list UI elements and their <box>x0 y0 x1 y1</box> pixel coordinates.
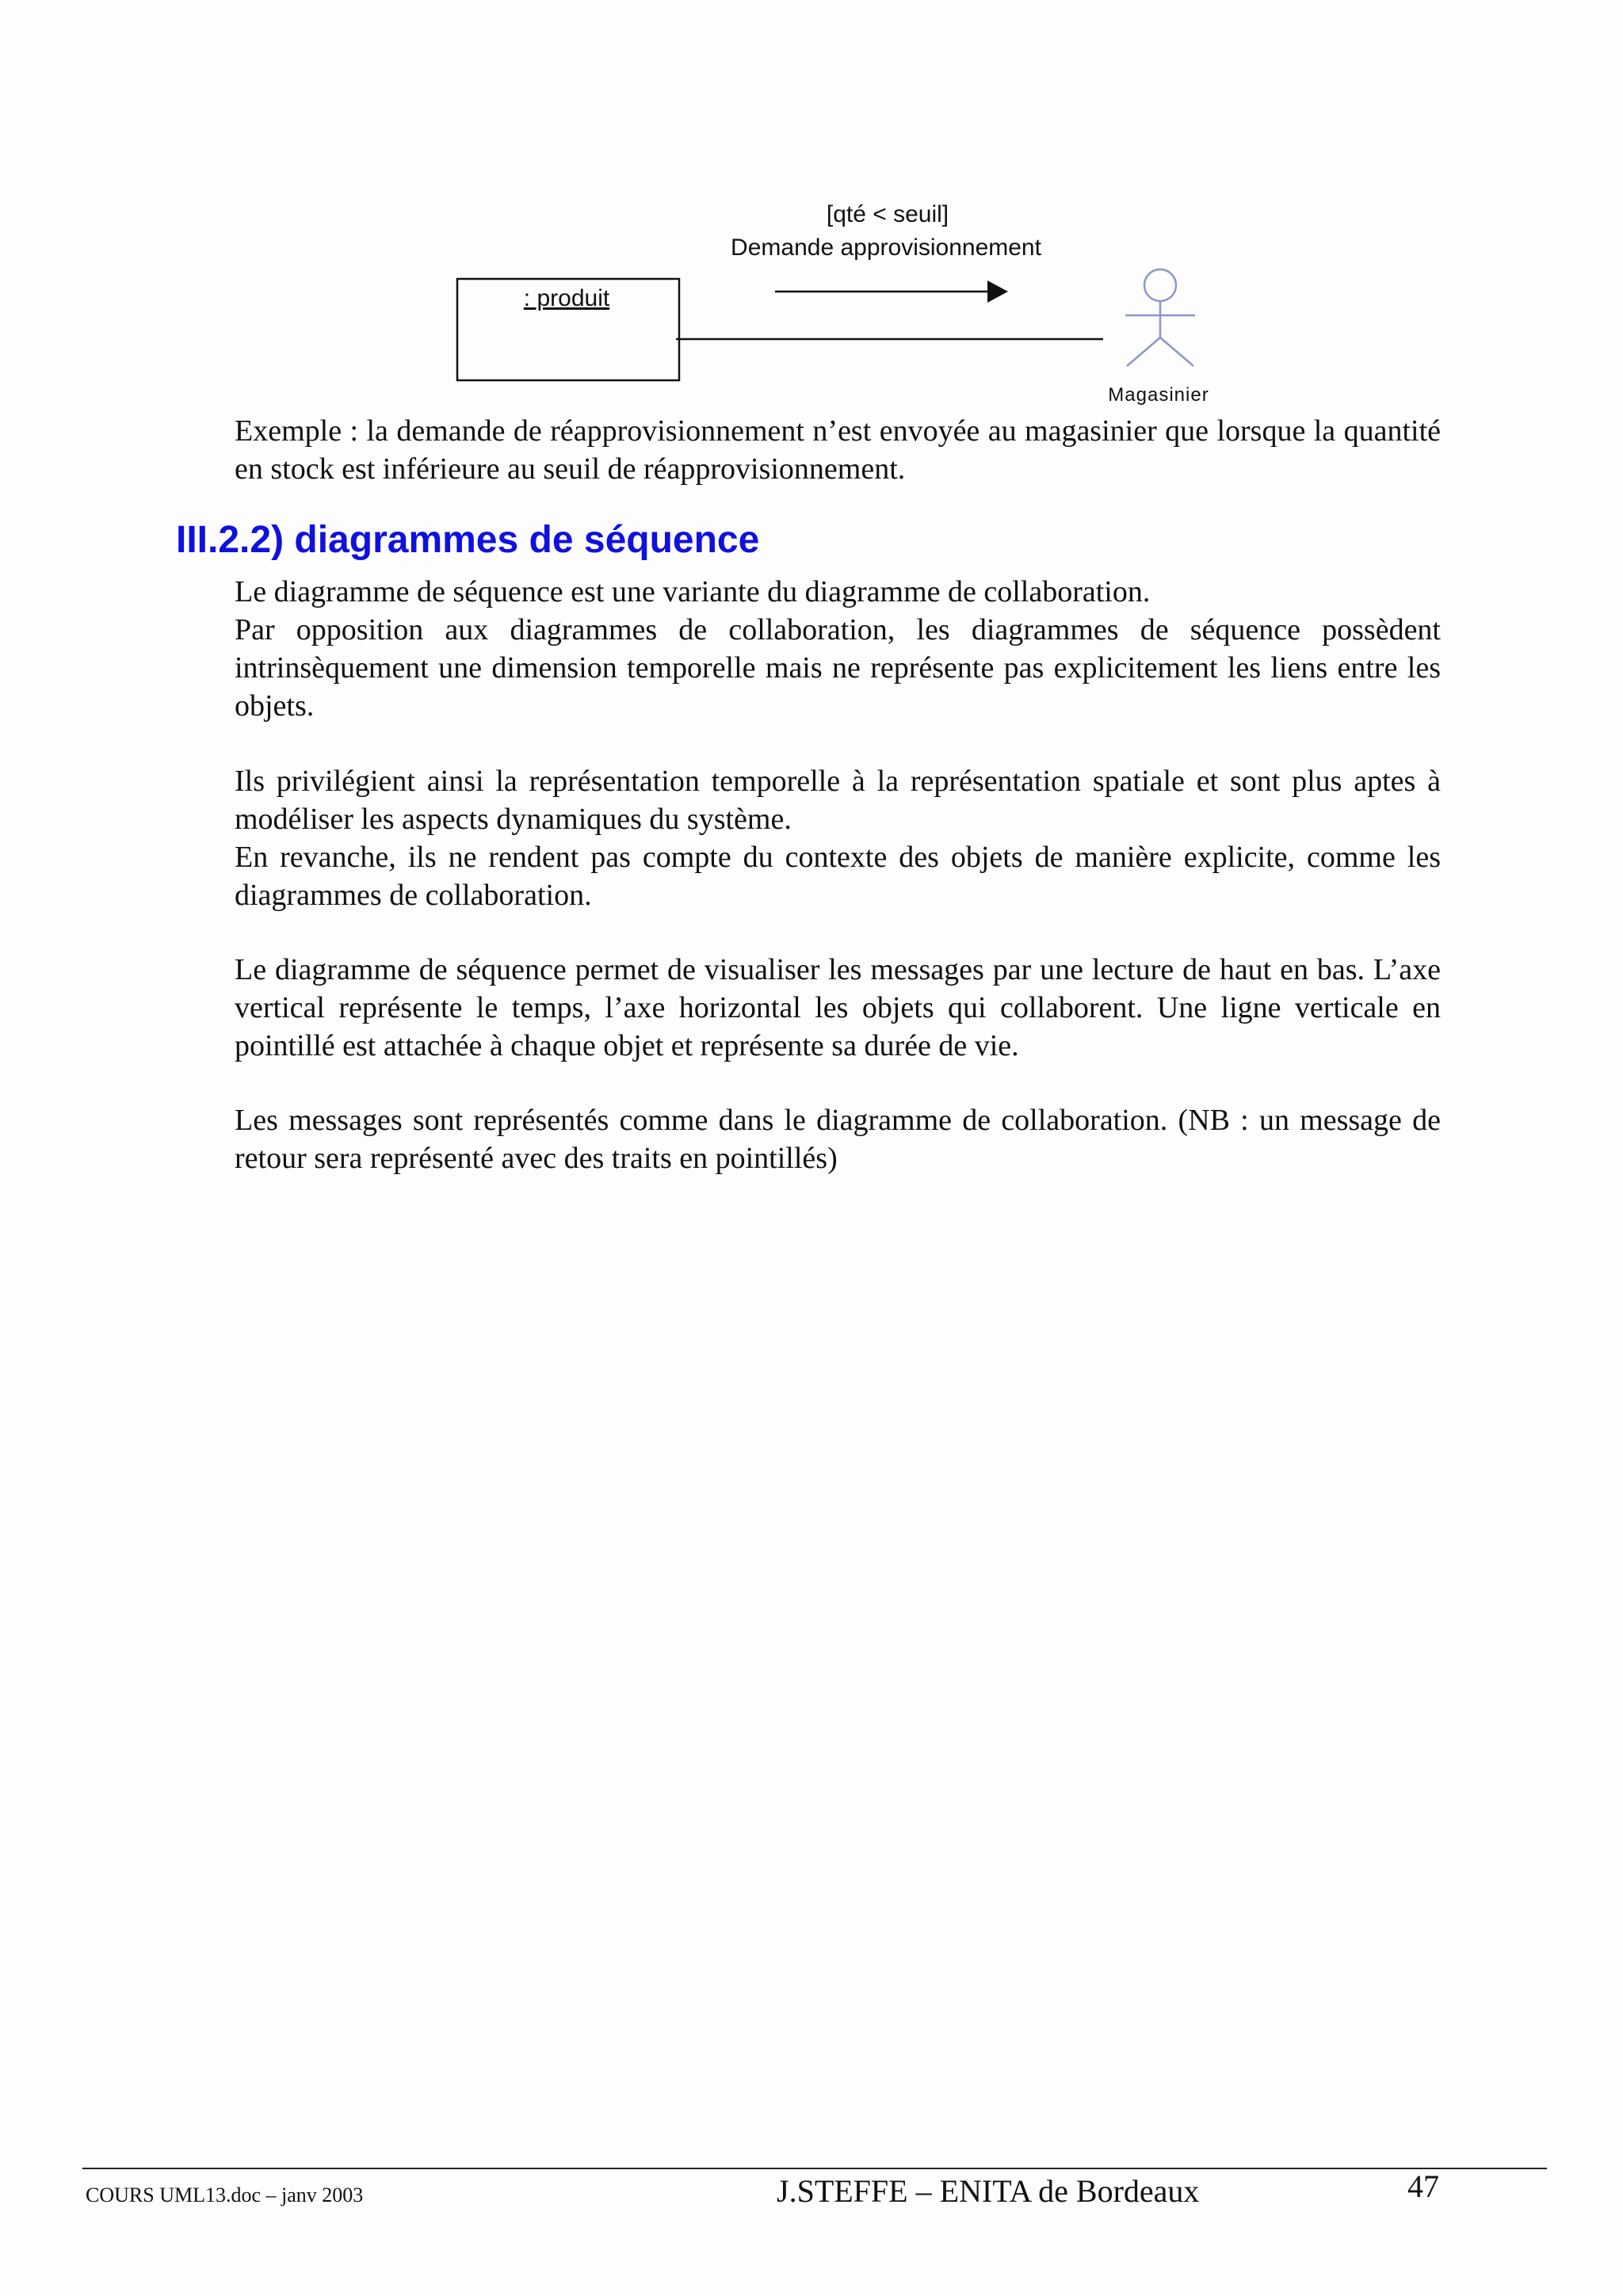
example-paragraph: Exemple : la demande de réapprovisionnement n’est envoyée au magasinier que lorsque la quantité en stock est inférieure au seuil de réapprovisionnement. <box>235 414 1441 486</box>
object-label: : produit <box>523 285 610 311</box>
section-title: III.2.2) diagrammes de séquence <box>176 519 760 561</box>
actor-magasinier-icon <box>1125 269 1195 366</box>
collaboration-diagram <box>0 0 1623 412</box>
footer-author: J.STEFFE – ENITA de Bordeaux <box>777 2173 1200 2209</box>
paragraph-1: Le diagramme de séquence est une variante du diagramme de collaboration. <box>235 575 1151 608</box>
paragraph-3: Ils privilégient ainsi la représentation temporelle à la représentation spatiale et sont plus aptes à modéliser les aspects dynamiques du système. <box>235 765 1441 836</box>
actor-label: Magasinier <box>1108 384 1209 406</box>
footer-document-info: COURS UML13.doc – janv 2003 <box>86 2183 364 2206</box>
paragraph-4: En revanche, ils ne rendent pas compte du contexte des objets de manière explicite, comme les diagrammes de collaboration. <box>235 841 1441 912</box>
paragraph-5: Le diagramme de séquence permet de visualiser les messages par une lecture de haut en bas. L’axe vertical représente le temps, l’axe horizontal les objets qui collaborent. Une ligne verticale en pointillé est attachée à chaque objet et représente sa durée de vie. <box>235 953 1441 1062</box>
page-number: 47 <box>1407 2168 1439 2204</box>
footer-divider <box>82 2168 1547 2169</box>
paragraph-6: Les messages sont représentés comme dans le diagramme de collaboration. (NB : un message de retour sera représenté avec des traits en pointillés) <box>235 1104 1441 1175</box>
message-arrowhead <box>987 280 1008 303</box>
guard-condition: [qté < seuil] <box>826 201 949 227</box>
message-label: Demande approvisionnement <box>731 235 1041 261</box>
paragraph-2: Par opposition aux diagrammes de collaboration, les diagrammes de séquence possèdent intrinsèquement une dimension temporelle mais ne représente pas explicitement les liens entre les objets. <box>235 613 1441 723</box>
